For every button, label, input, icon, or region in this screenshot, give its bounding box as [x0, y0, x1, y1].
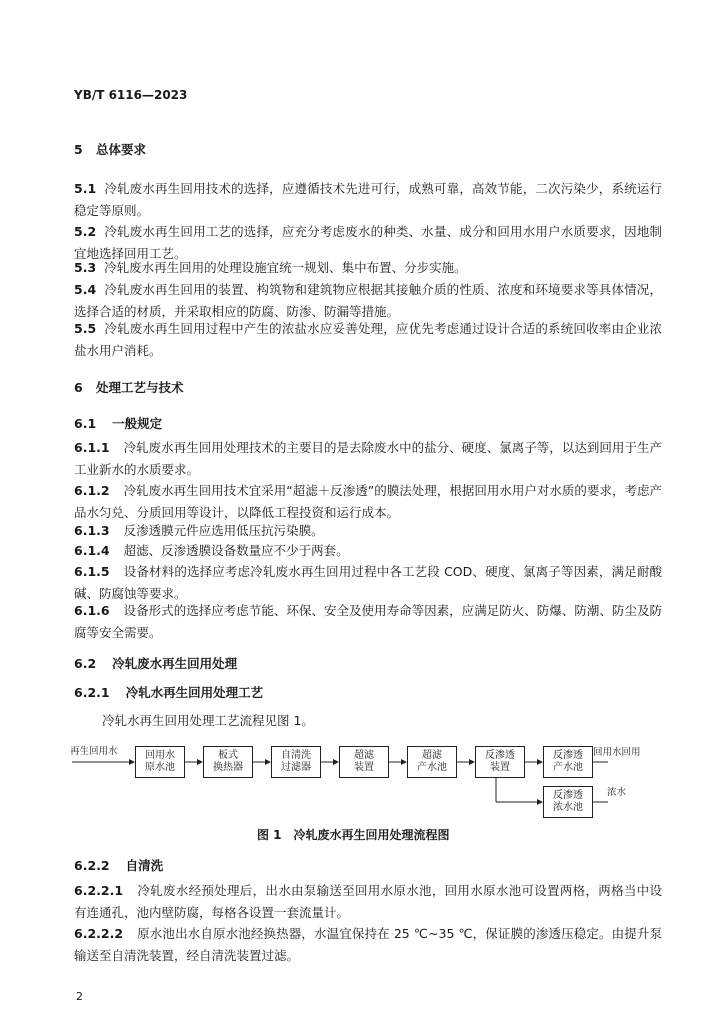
section-number: 5 — [74, 142, 83, 157]
clause-text: 反渗透膜元件应选用低压抗污染膜。 — [123, 523, 324, 538]
clause-text: 冷轧废水再生回用的处理设施宜统一规划、集中布置、分步实施。 — [104, 260, 467, 275]
subsection-number: 6.2.1 — [74, 685, 110, 700]
flow-box-ultrafiltration-unit: 超滤 装置 — [339, 746, 389, 778]
clause-6-1-1 — [74, 437, 662, 481]
clause-number: 6.1.5 — [74, 564, 110, 579]
clause-6-2-2-2 — [74, 923, 662, 967]
section-6-heading — [74, 378, 184, 396]
flow-box-ro-concentrate-tank: 反渗透 浓水池 — [543, 786, 593, 818]
figure-intro-text: 冷轧水再生回用处理工艺流程见图 1。 — [102, 713, 314, 728]
standard-code: YB/T 6116—2023 — [74, 88, 188, 102]
subsection-title: 一般规定 — [112, 416, 163, 431]
clause-number: 5.4 — [74, 282, 97, 297]
clause-text: 冷轧废水再生回用处理技术的主要目的是去除废水中的盐分、硬度、氯离子等，以达到回用于生产工业新水的水质要求。 — [74, 440, 662, 477]
clause-5-4 — [74, 279, 662, 323]
clause-text: 冷轧废水再生回用工艺的选择，应充分考虑废水的种类、水量、成分和回用水用户水质要求，因地制宜地选择回用工艺。 — [74, 224, 662, 261]
clause-number: 6.2.2.2 — [74, 926, 124, 941]
subsection-6-2-1-heading — [74, 683, 263, 701]
clause-number: 5.1 — [74, 181, 97, 196]
flow-output-label: 回用水回用 — [593, 747, 641, 758]
clause-6-1-6 — [74, 600, 662, 644]
clause-6-2-2-1 — [74, 880, 662, 924]
figure-caption: 图 1 冷轧废水再生回用处理流程图 — [257, 828, 450, 842]
clause-5-1 — [74, 178, 662, 222]
clause-number: 6.1.2 — [74, 483, 110, 498]
clause-6-1-5 — [74, 561, 662, 605]
subsection-title: 冷轧水再生回用处理工艺 — [125, 685, 264, 700]
subsection-title: 自清洗 — [125, 858, 164, 873]
flow-box-uf-product-tank: 超滤 产水池 — [407, 746, 457, 778]
clause-text: 设备形式的选择应考虑节能、环保、安全及使用寿命等因素，应满足防火、防爆、防潮、防尘及防腐等安全需要。 — [74, 603, 662, 640]
subsection-6-1-heading — [74, 414, 162, 432]
section-5-heading — [74, 140, 146, 158]
flow-box-plate-heat-exchanger: 板式 换热器 — [203, 746, 253, 778]
section-title: 处理工艺与技术 — [96, 380, 184, 395]
clause-6-1-3 — [74, 520, 662, 542]
clause-6-1-2 — [74, 480, 662, 524]
flow-concentrate-label: 浓水 — [607, 787, 627, 798]
clause-6-1-4 — [74, 540, 662, 562]
subsection-number: 6.2 — [74, 656, 97, 671]
clause-text: 原水池出水自原水池经换热器，水温宜保持在 25 ℃~35 ℃，保证膜的渗透压稳定。由提升泵输送至自清洗装置，经自清洗装置过滤。 — [74, 926, 662, 963]
subsection-title: 冷轧废水再生回用处理 — [112, 656, 238, 671]
clause-number: 6.2.2.1 — [74, 883, 124, 898]
clause-number: 6.1.6 — [74, 603, 110, 618]
flow-box-ro-unit: 反渗透 装置 — [475, 746, 525, 778]
subsection-6-2-2-heading — [74, 856, 163, 874]
clause-text: 冷轧废水经预处理后，出水由泵输送至回用水原水池，回用水原水池可设置两格，两格当中设有连通孔，池内壁防腐，每格各设置一套流量计。 — [74, 883, 662, 920]
clause-text: 冷轧废水再生回用过程中产生的浓盐水应妥善处理，应优先考虑通过设计合适的系统回收率由企业浓盐水用户消耗。 — [74, 321, 662, 358]
flow-box-ro-product-tank: 反渗透 产水池 — [543, 746, 593, 778]
clause-number: 5.5 — [74, 321, 97, 336]
flow-input-label: 再生回用水 — [70, 746, 118, 757]
clause-text: 冷轧废水再生回用的装置、构筑物和建筑物应根据其接触介质的性质、浓度和环境要求等具体情况，选择合适的材质，并采取相应的防腐、防渗、防漏等措施。 — [74, 282, 662, 319]
subsection-number: 6.2.2 — [74, 858, 110, 873]
subsection-6-2-heading — [74, 654, 237, 672]
flow-box-raw-water-tank: 回用水 原水池 — [135, 746, 185, 778]
subsection-number: 6.1 — [74, 416, 97, 431]
clause-number: 6.1.4 — [74, 543, 110, 558]
section-number: 6 — [74, 380, 83, 395]
section-title: 总体要求 — [96, 142, 147, 157]
page-number: 2 — [76, 990, 83, 1003]
clause-number: 6.1.3 — [74, 523, 110, 538]
clause-text: 冷轧废水再生回用技术宜采用“超滤＋反渗透”的膜法处理，根据回用水用户对水质的要求，考虑产品水匀兑、分质回用等设计，以降低工程投资和运行成本。 — [74, 483, 662, 520]
clause-number: 5.3 — [74, 260, 97, 275]
clause-5-3 — [74, 257, 662, 279]
clause-number: 6.1.1 — [74, 440, 110, 455]
clause-text: 超滤、反渗透膜设备数量应不少于两套。 — [123, 543, 349, 558]
flow-box-self-cleaning-filter: 自清洗 过滤器 — [271, 746, 321, 778]
clause-number: 5.2 — [74, 224, 97, 239]
clause-text: 冷轧废水再生回用技术的选择，应遵循技术先进可行，成熟可靠，高效节能，二次污染少，系统运行稳定等原则。 — [74, 181, 662, 218]
clause-5-5 — [74, 318, 662, 362]
clause-text: 设备材料的选择应考虑冷轧废水再生回用过程中各工艺段 COD、硬度、氯离子等因素，满足耐酸碱、防腐蚀等要求。 — [74, 564, 662, 601]
